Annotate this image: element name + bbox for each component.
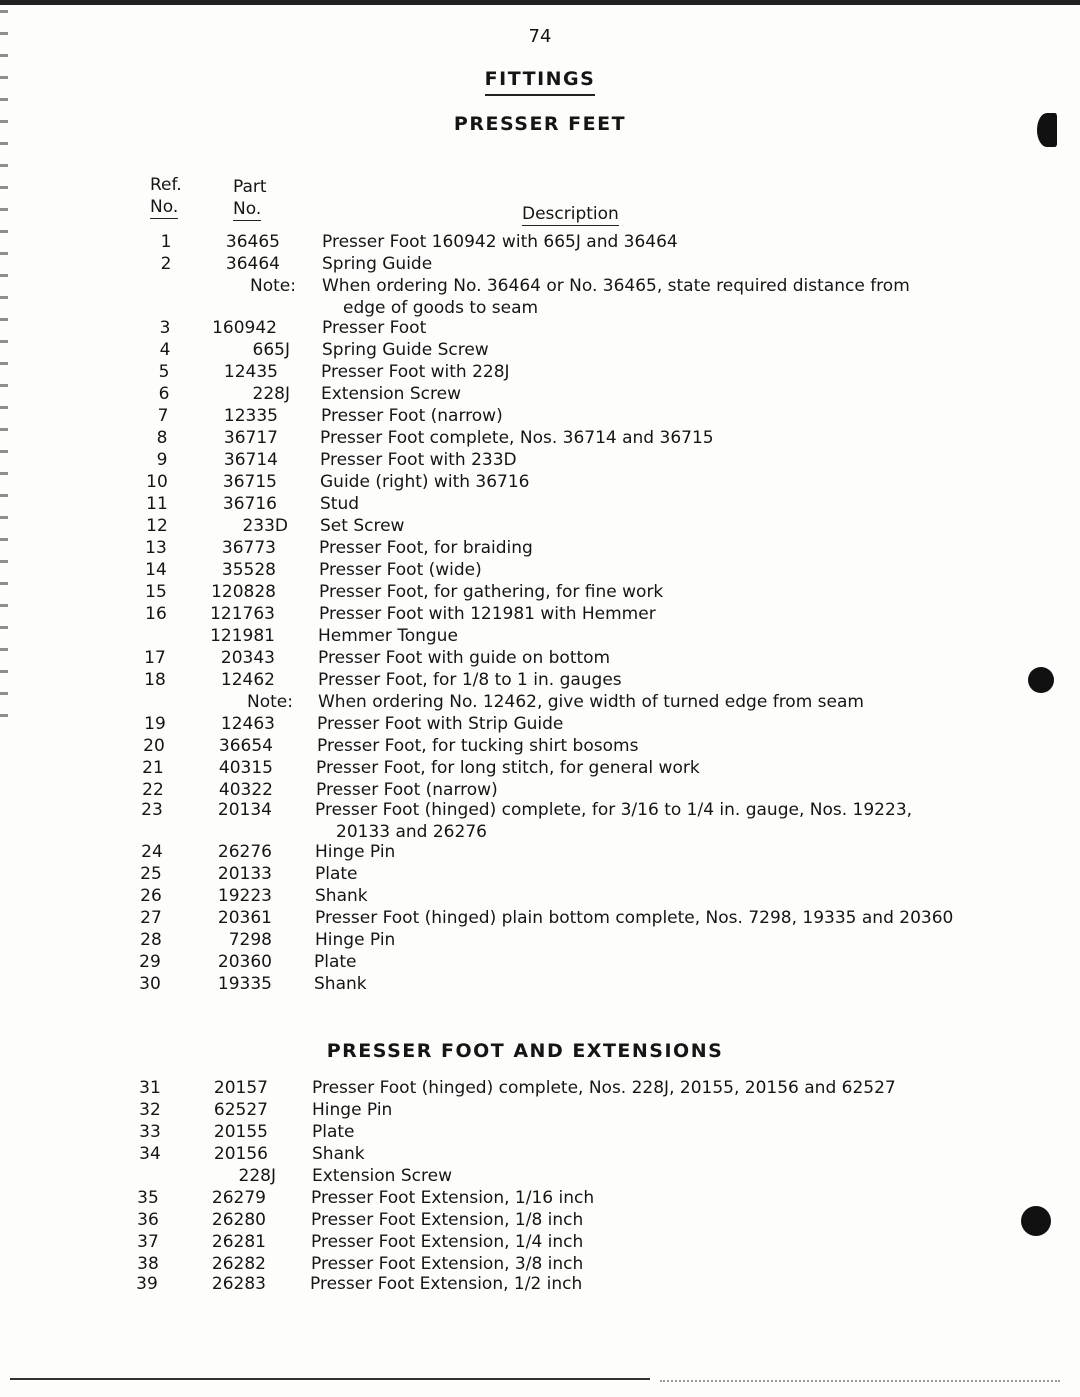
scan-top-edge: [0, 0, 1080, 5]
header-part-no: Part No.: [233, 177, 267, 219]
part-no: 121763: [210, 604, 275, 624]
part-description: Presser Foot Extension, 1/4 inch: [311, 1232, 584, 1252]
part-description: Presser Foot 160942 with 665J and 36464: [322, 232, 678, 252]
part-description: When ordering No. 36464 or No. 36465, state required distance from: [322, 276, 910, 296]
ref-no: 9: [156, 450, 168, 470]
part-no: 20343: [220, 648, 275, 668]
part-description: Presser Foot with 228J: [321, 362, 510, 382]
part-no: 36716: [222, 494, 277, 514]
part-no: 20134: [217, 800, 272, 820]
part-no: 36464: [225, 254, 280, 274]
ref-no: 37: [137, 1232, 159, 1252]
part-description: Hinge Pin: [312, 1100, 393, 1120]
part-no: 26276: [217, 842, 272, 862]
ref-no: 34: [139, 1144, 161, 1164]
part-description: Plate: [312, 1122, 355, 1142]
header-ref-no: Ref. No.: [150, 175, 182, 217]
part-no: 665J: [252, 340, 290, 360]
part-description: Presser Foot (hinged) plain bottom complete, Nos. 7298, 19335 and 20360: [315, 908, 954, 928]
ref-no: 10: [146, 472, 168, 492]
part-no: 12335: [223, 406, 278, 426]
part-description: Shank: [315, 886, 368, 906]
part-description: Presser Foot: [322, 318, 427, 338]
ref-no: 15: [145, 582, 167, 602]
part-description: Presser Foot Extension, 1/16 inch: [311, 1188, 595, 1208]
part-no: 20156: [213, 1144, 268, 1164]
ref-no: 31: [139, 1078, 161, 1098]
page-number: 74: [528, 26, 552, 47]
ref-no: 7: [157, 406, 169, 426]
part-description: Presser Foot, for 1/8 to 1 in. gauges: [318, 670, 622, 690]
part-no: 20361: [217, 908, 272, 928]
ref-no: 25: [140, 864, 162, 884]
ref-no: 11: [146, 494, 168, 514]
part-no: 20157: [213, 1078, 268, 1098]
part-no: 40322: [218, 780, 273, 800]
note-label: Note:: [250, 276, 296, 296]
ref-no: 6: [158, 384, 170, 404]
section-title-fittings: FITTINGS: [0, 68, 1080, 96]
part-no: 228J: [252, 384, 290, 404]
part-description: Set Screw: [320, 516, 405, 536]
ref-no: 33: [139, 1122, 161, 1142]
description-continuation: edge of goods to seam: [343, 298, 539, 318]
ref-no: 28: [140, 930, 162, 950]
part-description: Presser Foot (narrow): [321, 406, 503, 426]
binder-hole-bottom: [1021, 1206, 1051, 1236]
part-description: Plate: [314, 952, 357, 972]
ref-no: 23: [141, 800, 163, 820]
section-title-extensions: PRESSER FOOT AND EXTENSIONS: [326, 1040, 724, 1062]
ref-no: 12: [146, 516, 168, 536]
ref-no: 29: [139, 952, 161, 972]
part-description: When ordering No. 12462, give width of turned edge from seam: [318, 692, 864, 712]
part-description: Plate: [315, 864, 358, 884]
ref-no: 38: [137, 1254, 159, 1274]
part-no: 26283: [211, 1274, 266, 1294]
ref-no: 13: [145, 538, 167, 558]
ref-no: 17: [144, 648, 166, 668]
part-no: 36654: [218, 736, 273, 756]
ref-no: 22: [142, 780, 164, 800]
ref-no: 39: [136, 1274, 158, 1294]
binder-hole-middle: [1028, 667, 1054, 693]
part-no: 20155: [213, 1122, 268, 1142]
part-description: Presser Foot Extension, 1/8 inch: [311, 1210, 584, 1230]
part-description: Presser Foot (hinged) complete, Nos. 228J, 20155, 20156 and 62527: [312, 1078, 896, 1098]
scan-bottom-edge: [10, 1378, 650, 1380]
part-description: Hinge Pin: [315, 930, 396, 950]
part-no: 36715: [222, 472, 277, 492]
part-no: 36714: [223, 450, 278, 470]
part-description: Presser Foot Extension, 1/2 inch: [310, 1274, 583, 1294]
part-description: Hinge Pin: [315, 842, 396, 862]
part-description: Presser Foot with 233D: [320, 450, 517, 470]
part-no: 26282: [211, 1254, 266, 1274]
part-description: Shank: [314, 974, 367, 994]
part-no: 228J: [238, 1166, 276, 1186]
ref-no: 36: [137, 1210, 159, 1230]
header-description: Description: [522, 204, 619, 224]
part-no: 26280: [211, 1210, 266, 1230]
part-description: Spring Guide: [322, 254, 433, 274]
ref-no: 2: [160, 254, 172, 274]
part-description: Spring Guide Screw: [322, 340, 489, 360]
part-description: Shank: [312, 1144, 365, 1164]
part-description: Guide (right) with 36716: [320, 472, 530, 492]
part-description: Extension Screw: [321, 384, 461, 404]
part-no: 120828: [211, 582, 276, 602]
ref-no: 14: [145, 560, 167, 580]
part-no: 233D: [242, 516, 288, 536]
ref-no: 35: [137, 1188, 159, 1208]
part-no: 35528: [221, 560, 276, 580]
ref-no: 8: [156, 428, 168, 448]
part-description: Presser Foot, for tucking shirt bosoms: [317, 736, 639, 756]
scan-bottom-dots: [660, 1380, 1060, 1382]
ref-no: 18: [144, 670, 166, 690]
ref-no: 21: [142, 758, 164, 778]
part-description: Extension Screw: [312, 1166, 452, 1186]
description-continuation: 20133 and 26276: [336, 822, 487, 842]
section-title-presser-feet: PRESSER FEET: [453, 113, 627, 135]
part-no: 19223: [217, 886, 272, 906]
ref-no: 5: [158, 362, 170, 382]
part-no: 36773: [221, 538, 276, 558]
part-no: 12463: [220, 714, 275, 734]
part-description: Presser Foot, for long stitch, for general work: [316, 758, 700, 778]
part-description: Stud: [320, 494, 360, 514]
part-no: 160942: [212, 318, 277, 338]
part-no: 20360: [217, 952, 272, 972]
part-description: Presser Foot Extension, 3/8 inch: [311, 1254, 584, 1274]
part-no: 12462: [220, 670, 275, 690]
part-no: 7298: [228, 930, 272, 950]
ref-no: 1: [160, 232, 172, 252]
ref-no: 30: [139, 974, 161, 994]
part-description: Presser Foot with guide on bottom: [318, 648, 611, 668]
ref-no: 16: [145, 604, 167, 624]
part-description: Presser Foot (wide): [319, 560, 482, 580]
part-no: 20133: [217, 864, 272, 884]
ref-no: 27: [140, 908, 162, 928]
part-no: 121981: [210, 626, 275, 646]
part-description: Presser Foot complete, Nos. 36714 and 36715: [320, 428, 714, 448]
part-no: 36717: [223, 428, 278, 448]
ref-no: 24: [141, 842, 163, 862]
part-description: Presser Foot (narrow): [316, 780, 498, 800]
ref-no: 32: [139, 1100, 161, 1120]
part-no: 62527: [213, 1100, 268, 1120]
part-description: Presser Foot, for braiding: [319, 538, 533, 558]
ref-no: 3: [159, 318, 171, 338]
ref-no: 20: [143, 736, 165, 756]
part-description: Presser Foot with 121981 with Hemmer: [319, 604, 656, 624]
part-description: Presser Foot (hinged) complete, for 3/16 to 1/4 in. gauge, Nos. 19223,: [315, 800, 913, 820]
part-no: 12435: [223, 362, 278, 382]
part-description: Presser Foot with Strip Guide: [317, 714, 564, 734]
part-no: 36465: [225, 232, 280, 252]
part-description: Hemmer Tongue: [318, 626, 458, 646]
ref-no: 19: [144, 714, 166, 734]
part-no: 26279: [211, 1188, 266, 1208]
part-description: Presser Foot, for gathering, for fine work: [319, 582, 664, 602]
part-no: 19335: [217, 974, 272, 994]
note-label: Note:: [247, 692, 293, 712]
ref-no: 4: [159, 340, 171, 360]
ref-no: 26: [140, 886, 162, 906]
part-no: 26281: [211, 1232, 266, 1252]
part-no: 40315: [218, 758, 273, 778]
